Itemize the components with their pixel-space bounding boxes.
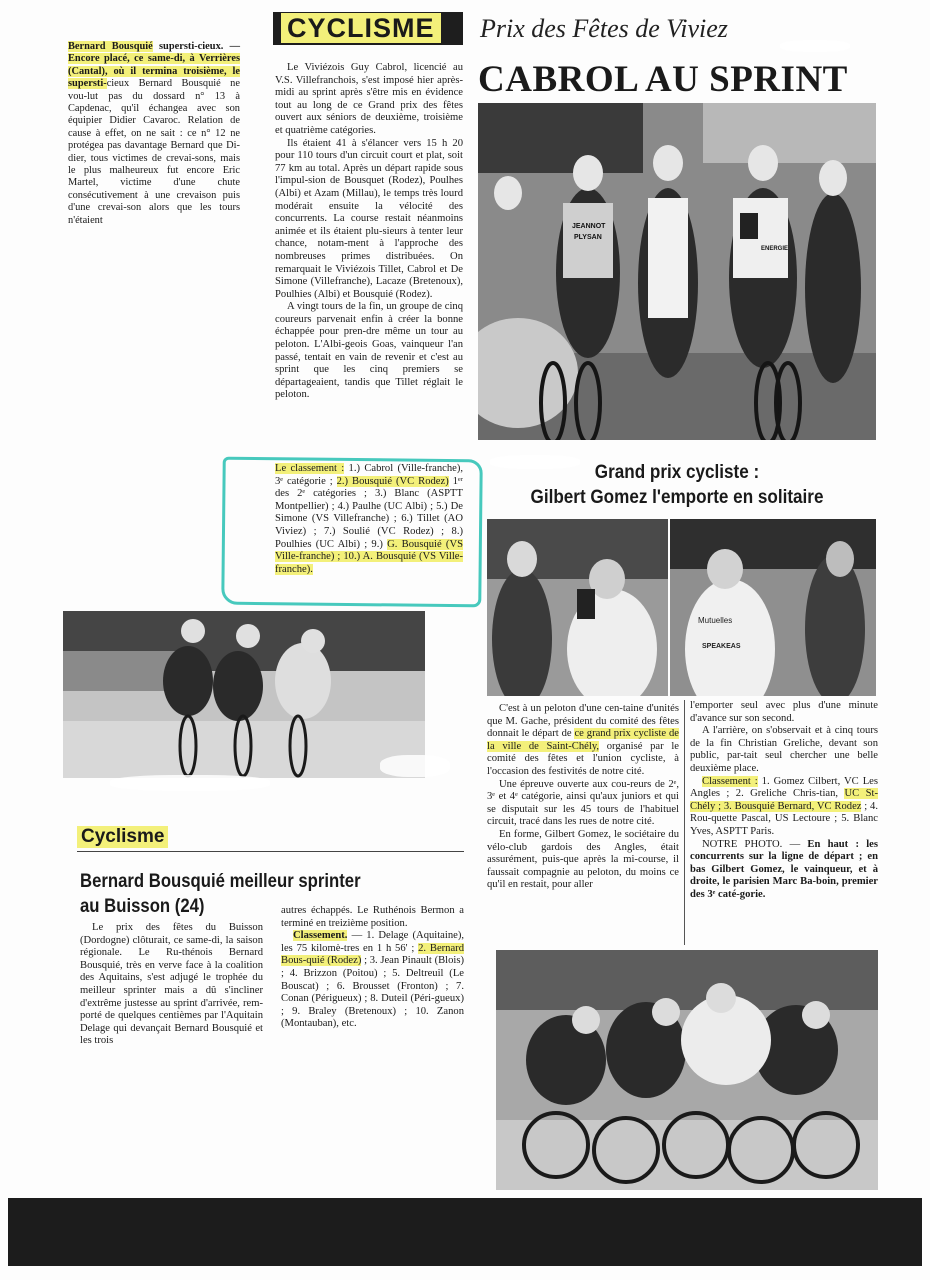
main-article xyxy=(275,62,463,402)
buisson-col-2 xyxy=(281,905,464,1031)
gomez-headline-1: Grand prix cycliste : xyxy=(594,462,760,483)
gomez-paragraph: En forme, Gilbert Gomez, le sociétaire du vélo-club gardois des Angles, était assurément, puis-que après la mi-course, il faussait compagnie au peloton, du moins ce qu'il en restait, pour aller xyxy=(487,828,679,891)
jersey-text: SPEAKEAS xyxy=(702,643,741,650)
main-classement xyxy=(275,463,463,576)
photo-start-line-image xyxy=(487,519,668,696)
whiteout-mark xyxy=(110,775,270,791)
whiteout-mark xyxy=(780,40,850,52)
buisson-rule xyxy=(77,851,464,852)
classement-text-1: 1.) Cabrol (Ville-franche), 3ᵉ catégorie ; xyxy=(275,463,463,487)
jersey-text: ENERGIE xyxy=(761,246,789,252)
gomez-text: C'est à un peloton d'une cen-taine d'unités que M. Gache, président du comité des fêtes donnait le départ de xyxy=(487,703,679,740)
photo-caption: En haut : les concurrents sur la ligne de départ ; en bas Gilbert Gomez, le vainqueur, et à droite, le parisien Marc Ba-boin, premier des 3ᵉ caté-gorie. xyxy=(690,838,878,900)
gomez-class-text: ; 4. Rou-quette Pascal, US Lectoure ; 5. Blanc Yves, ASPTT Paris. xyxy=(690,800,879,837)
whiteout-mark xyxy=(490,455,580,469)
kicker: Prix des Fêtes de Viviez xyxy=(480,14,728,43)
photo-race-peloton xyxy=(496,950,878,1190)
buisson-class-highlight: 2. Bernard Bous-quié (Rodez) xyxy=(281,942,464,967)
gomez-paragraph: l'emporter seul avec plus d'une minute d'avance sur son second. xyxy=(690,700,878,724)
gomez-class-text: 1. Gomez Cilbert, VC Les Angles ; 2. Greliche Chris-tian, xyxy=(690,775,878,800)
gomez-class-highlight: UC St-Chély ; 3. Bousquié Bernard, VC Rodez xyxy=(690,788,878,812)
photo-winner-image xyxy=(670,519,876,696)
classement-highlight-1: 2.) Bousquié (VC Rodez) xyxy=(336,475,449,487)
photo-three-riders-image xyxy=(63,611,425,778)
section-tag-label: CYCLISME xyxy=(281,13,441,43)
photo-start-line xyxy=(487,519,668,696)
photo-label: NOTRE PHOTO. — xyxy=(702,838,808,850)
buisson-headline-1: Bernard Bousquié meilleur sprinter xyxy=(80,871,361,892)
bottom-band xyxy=(8,1198,922,1266)
buisson-class-text: ; 3. Jean Pinault (Blois) ; 4. Brizzon (Poitou) ; 5. Deltreuil (Le Bouscat) ; 6. Brousset (Fronton) ; 7. Conan (Périgueux) ; 8. Duteil (Péri-gueux) ; 9. Braley (Bretenoux) ; 10. Zanon (Montauban), etc. xyxy=(281,955,464,1030)
column-rule xyxy=(684,700,685,945)
gomez-col-1 xyxy=(487,703,679,892)
classement-text-2: 1ᵉʳ des 2ᵉ catégories ; 3.) Blanc (ASPTT Montpellier) ; 4.) Paulhe (UC Albi) ; 5.) De Simone (VS Villefranche) ; 6.) Tillet (AO Viviez) ; 7.) Soulié (VC Rodez) ; 8.) Poulhies (UC Albi) ; 9.) xyxy=(275,475,464,550)
gomez-text: organisé par le comité des fêtes et l'union cycliste, à l'occasion des festivités de notre cité. xyxy=(487,740,679,777)
whiteout-mark xyxy=(380,755,450,777)
photo-podium-image xyxy=(478,103,876,440)
main-paragraph: Ils étaient 41 à s'élancer vers 15 h 20 pour 110 tours d'un circuit court et plat, soit 77 km au total. Après un départ rapide sous l'impul-sion de Bousquet (Rodez), Poulhes (Albi) et Azam (Millau), le temps très lourd modérait ensuite la vélocité des concurrents. La course restait néanmoins animée et ils étaient plu-sieurs à tenter leur chance, notam-ment à l'approche des nombreuses primes distribuées. On remarquait le Viviézois Tillet, Cabrol et De Simone (Villefranche), Lacaze (Bretenoux), Poulhies (Albi) et Bousquié (Rodez). xyxy=(275,137,463,300)
jersey-text: PLYSAN xyxy=(574,234,602,241)
main-paragraph: A vingt tours de la fin, un groupe de cinq coureurs parvenait enfin à créer la bonne échappée pour pren-dre même un tour au peloton. L'Albi-geois Goas, vainqueur l'an passé, tentait en vain de revenir et c'est au sprint que les cinq premiers se départageaient, tandis que Tillet réglait le peloton. xyxy=(275,301,463,401)
gomez-paragraph: A l'arrière, on s'observait et à cinq tours de la fin Christian Greliche, devant son public, par-tait seul chercher une belle deuxième place. xyxy=(690,725,878,774)
buisson-class-label: Classement. xyxy=(293,930,348,942)
gomez-class-label: Classement : xyxy=(702,775,758,787)
buisson-paragraph: Le prix des fêtes du Buisson (Dordogne) clôturait, ce same-di, la saison régionale. Le Ru-thénois Bernard Bousquié, très en verve face à la coalition des Aquitains, s'est adjugé le trophée du meilleur sprinter mais a dû s'incliner d'extrême justesse au sprint d'arrivée, rem-porté de quelques centièmes par l'Aquitain Delage qui devançait Bernard Bousquié et les trois xyxy=(80,922,263,1047)
buisson-paragraph: autres échappés. Le Ruthénois Bermon a terminé en treizième position. xyxy=(281,905,464,929)
jersey-text: Mutuelles xyxy=(698,616,733,625)
gomez-col-2 xyxy=(690,700,878,902)
sidebar-brief xyxy=(68,41,240,227)
buisson-class-text: — 1. Delage (Aquitaine), les 75 kilomè-tres en 1 h 56' ; xyxy=(281,930,464,954)
photo-race-peloton-image xyxy=(496,950,878,1190)
gomez-paragraph: Une épreuve ouverte aux cou-reurs de 2ᵉ, 3ᵉ et 4ᵉ catégorie, ainsi qu'aux juniors et qui se disputait sur les 45 tours de l'habituel circuit, tracé dans les rues de notre cité. xyxy=(487,778,679,828)
buisson-section-label: Cyclisme xyxy=(77,826,168,848)
brief-lead: Bernard Bousquié xyxy=(68,41,153,52)
gomez-highlight: ce grand prix cycliste de la ville de Saint-Chély, xyxy=(487,728,679,752)
main-paragraph: Le Viviézois Guy Cabrol, licencié au V.S. Villefranchois, s'est imposé hier après-midi au sprint après s'être mis en évidence tout au long de ce Grand prix des fêtes ouvert aux séniors de deuxième, troisième et quatrième catégories. xyxy=(275,62,463,136)
main-headline: CABROL AU SPRINT xyxy=(478,59,848,100)
classement-label: Le classement : xyxy=(275,463,345,474)
brief-text-2: cieux Bernard Bousquié ne vou-lut pas du dossard n° 13 à Capdenac, qu'il échangea avec son équipier Didier Cavaroc. Relation de cause à effet, on ne sait : ce n° 12 ne protégea pas davantage Bernard que Di-dier, tous victimes de crevai-sons, mais le plus malheureux fut encore Eric Martel, victime d'une chute consécutivement à une crevaison puis d'une crevai-son alors que les tours n'étaient xyxy=(68,78,240,226)
gomez-headline-2: Gilbert Gomez l'emporte en solitaire xyxy=(530,487,824,508)
buisson-headline-2: au Buisson (24) xyxy=(80,896,205,917)
brief-text-highlight: Encore placé, ce same-di, à Verrières (Cantal), où il termina troisième, le supersti- xyxy=(68,53,240,90)
classement-highlight-2: G. Bousquié (VS Ville-franche) ; 10.) A. Bousquié (VS Ville-franche). xyxy=(275,538,463,575)
photo-winner xyxy=(670,519,876,696)
jersey-text: JEANNOT xyxy=(572,223,606,230)
photo-three-riders xyxy=(63,611,425,778)
buisson-col-1 xyxy=(80,922,263,1048)
brief-text-1: supersti-cieux. — xyxy=(152,41,240,52)
photo-podium xyxy=(478,103,876,440)
